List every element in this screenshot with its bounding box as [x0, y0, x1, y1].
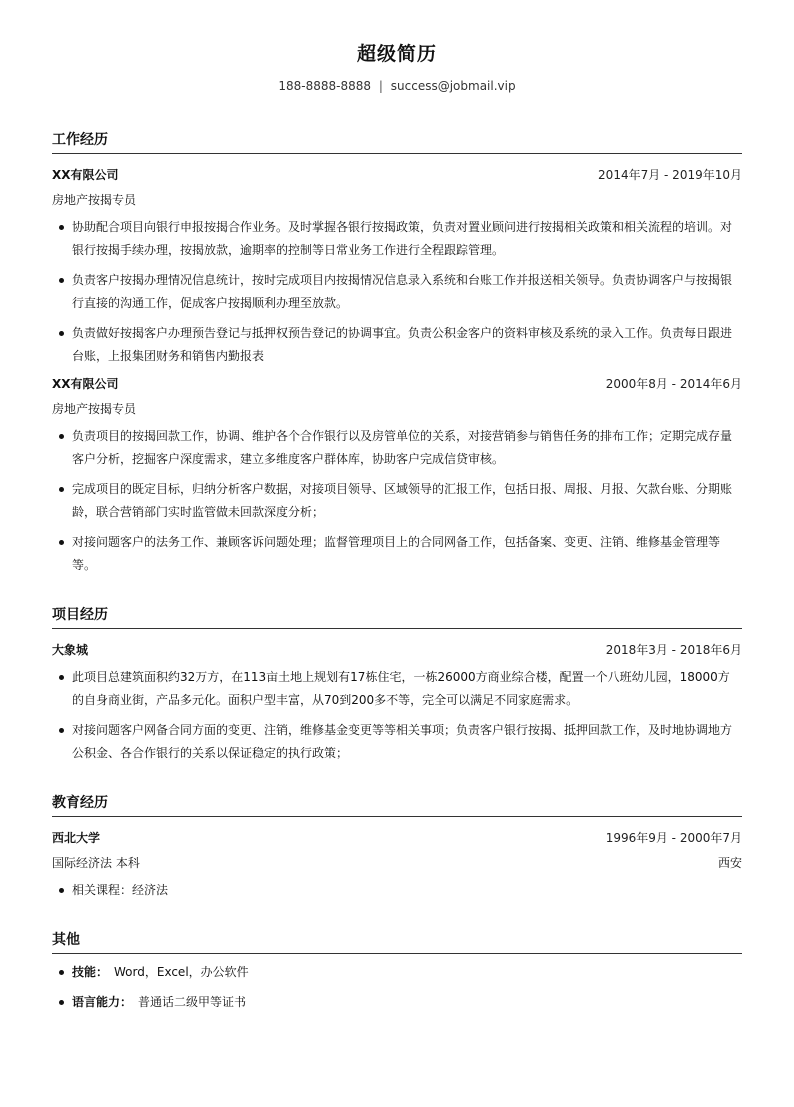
list-item: 负责客户按揭办理情况信息统计，按时完成项目内按揭情况信息录入系统和台账工作并报送相关领导。负责协调客户与按揭银行直接的沟通工作，促成客户按揭顺利办理至放款。 [52, 269, 742, 315]
section-title-education: 教育经历 [52, 793, 742, 817]
list-item [52, 991, 742, 1014]
section-title-other: 其他 [52, 930, 742, 954]
project-name: 大象城 [52, 643, 89, 657]
entry-date: 1996年9月 - 2000年7月 [605, 831, 742, 845]
phone-number: 188-8888-8888 [278, 79, 372, 93]
school-location: 西安 [717, 856, 742, 870]
language-label: 语言能力： [72, 995, 133, 1009]
list-item: 对接问题客户网备合同方面的变更、注销，维修基金变更等等相关事项；负责客户银行按揭、抵押回款工作，及时地协调地方公积金、各合作银行的关系以保证稳定的执行政策； [52, 719, 742, 765]
company-name: XX有限公司 [52, 377, 119, 391]
project-experience-section [52, 605, 742, 765]
work-entry [52, 375, 742, 577]
section-title-projects: 项目经历 [52, 605, 742, 629]
skill-value: Word，Excel，办公软件 [114, 965, 249, 979]
entry-date: 2014年7月 - 2019年10月 [598, 168, 742, 182]
list-item: 相关课程：经济法 [52, 879, 742, 902]
list-item: 对接问题客户的法务工作、兼顾客诉问题处理；监督管理项目上的合同网备工作，包括备案、变更、注销、维修基金管理等等。 [52, 531, 742, 577]
list-item: 完成项目的既定目标，归纳分析客户数据，对接项目领导、区域领导的汇报工作，包括日报、周报、月报、欠款台账、分期账龄，联合营销部门实时监管做未回款深度分析； [52, 478, 742, 524]
work-entry [52, 166, 742, 368]
email-address: success@jobmail.vip [390, 79, 516, 93]
candidate-name: 超级简历 [356, 43, 437, 65]
job-role: 房地产按揭专员 [52, 193, 137, 207]
other-section [52, 930, 742, 1014]
list-item: 负责项目的按揭回款工作，协调、维护各个合作银行以及房管单位的关系，对接营销参与销售任务的排布工作；定期完成存量客户分析，挖掘客户深度需求，建立多维度客户群体库，协助客户完成信贷审核。 [52, 425, 742, 471]
company-name: XX有限公司 [52, 168, 119, 182]
list-item: 负责做好按揭客户办理预告登记与抵押权预告登记的协调事宜。负责公积金客户的资料审核及系统的录入工作。负责每日跟进台账，上报集团财务和销售内勤报表 [52, 322, 742, 368]
bullet-list [52, 879, 742, 902]
work-experience-section [52, 130, 742, 577]
skill-label: 技能： [72, 965, 109, 979]
bullet-list [52, 961, 742, 1014]
contact-line [52, 78, 742, 94]
school-name: 西北大学 [52, 831, 101, 845]
project-entry [52, 641, 742, 765]
major-degree: 国际经济法 本科 [52, 856, 140, 870]
job-role: 房地产按揭专员 [52, 402, 137, 416]
resume-header [52, 40, 742, 94]
list-item: 协助配合项目向银行申报按揭合作业务。及时掌握各银行按揭政策，负责对置业顾问进行按揭相关政策和相关流程的培训。对银行按揭手续办理，按揭放款，逾期率的控制等日常业务工作进行全程跟踪管理。 [52, 216, 742, 262]
section-title-work: 工作经历 [52, 130, 742, 154]
list-item: 此项目总建筑面积约32万方，在113亩土地上规划有17栋住宅，一栋26000方商业综合楼，配置一个八班幼儿园，18000方的自身商业街，产品多元化。面积户型丰富，从70到200多不等，完全可以满足不同家庭需求。 [52, 666, 742, 712]
entry-date: 2018年3月 - 2018年6月 [605, 643, 742, 657]
list-item [52, 961, 742, 984]
education-section [52, 793, 742, 902]
education-entry [52, 829, 742, 902]
bullet-list [52, 216, 742, 368]
bullet-list [52, 425, 742, 577]
contact-separator: | [378, 79, 383, 93]
entry-date: 2000年8月 - 2014年6月 [605, 377, 742, 391]
bullet-list [52, 666, 742, 765]
language-value: 普通话二级甲等证书 [138, 995, 247, 1009]
